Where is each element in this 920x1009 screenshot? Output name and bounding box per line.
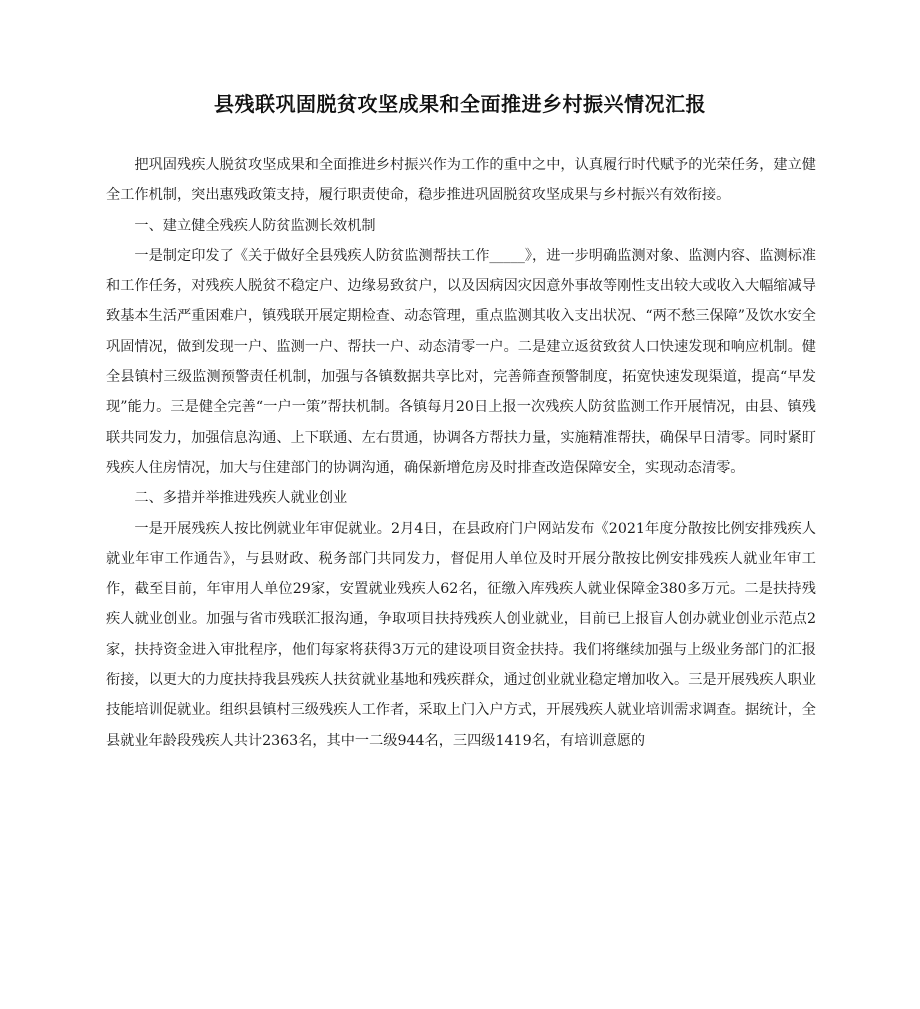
paragraph-section-2: 一是开展残疾人按比例就业年审促就业。2月4日，在县政府门户网站发布《2021年度分散按比例安排残疾人就业年审工作通告》，与县财政、税务部门共同发力，督促用人单位及时开展分散按比例安排残疾人就业年审工作，截至目前，年审用人单位29家，安置就业残疾人62名，征缴入库残疾人就业保障金380多万元。二是扶持残疾人就业创业。加强与省市残联汇报沟通，争取项目扶持残疾人创业就业，目前已上报盲人创办就业创业示范点2家，扶持资金进入审批程序，他们每家将获得3万元的建设项目资金扶持。我们将继续加强与上级业务部门的汇报衔接，以更大的力度扶持我县残疾人扶贫就业基地和残疾群众，通过创业就业稳定增加收入。三是开展残疾人职业技能培训促就业。组织县镇村三级残疾人工作者，采取上门入户方式，开展残疾人就业培训需求调查。据统计，全县就业年龄段残疾人共计2363名，其中一二级944名，三四级1419名，有培训意愿的 (106, 520, 816, 749)
document-title: 县残联巩固脱贫攻坚成果和全面推进乡村振兴情况汇报 (214, 92, 706, 116)
document-body (106, 150, 816, 756)
paragraph-intro: 把巩固残疾人脱贫攻坚成果和全面推进乡村振兴作为工作的重中之中，认真履行时代赋予的光荣任务，建立健全工作机制，突出惠残政策支持，履行职责使命，稳步推进巩固脱贫攻坚成果与乡村振兴有效衔接。 (106, 157, 816, 204)
section-heading-1: 一、建立健全残疾人防贫监测长效机制 (134, 217, 376, 234)
paragraph-section-1: 一是制定印发了《关于做好全县残疾人防贫监测帮扶工作_____》，进一步明确监测对象、监测内容、监测标准和工作任务，对残疾人脱贫不稳定户、边缘易致贫户，以及因病因灾因意外事故等刚性支出较大或收入大幅缩减导致基本生活严重困难户，镇残联开展定期检查、动态管理，重点监测其收入支出状况、“两不愁三保障”及饮水安全巩固情况，做到发现一户、监测一户、帮扶一户、动态清零一户。二是建立返贫致贫人口快速发现和响应机制。健全县镇村三级监测预警责任机制，加强与各镇数据共享比对，完善筛查预警制度，拓宽快速发现渠道，提高“早发现”能力。三是健全完善“一户一策”帮扶机制。各镇每月20日上报一次残疾人防贫监测工作开展情况，由县、镇残联共同发力，加强信息沟通、上下联通、左右贯通，协调各方帮扶力量，实施精准帮扶，确保早日清零。同时紧盯残疾人住房情况，加大与住建部门的协调沟通，确保新增危房及时排查改造保障安全，实现动态清零。 (106, 247, 816, 476)
section-heading-2: 二、多措并举推进残疾人就业创业 (134, 490, 348, 507)
